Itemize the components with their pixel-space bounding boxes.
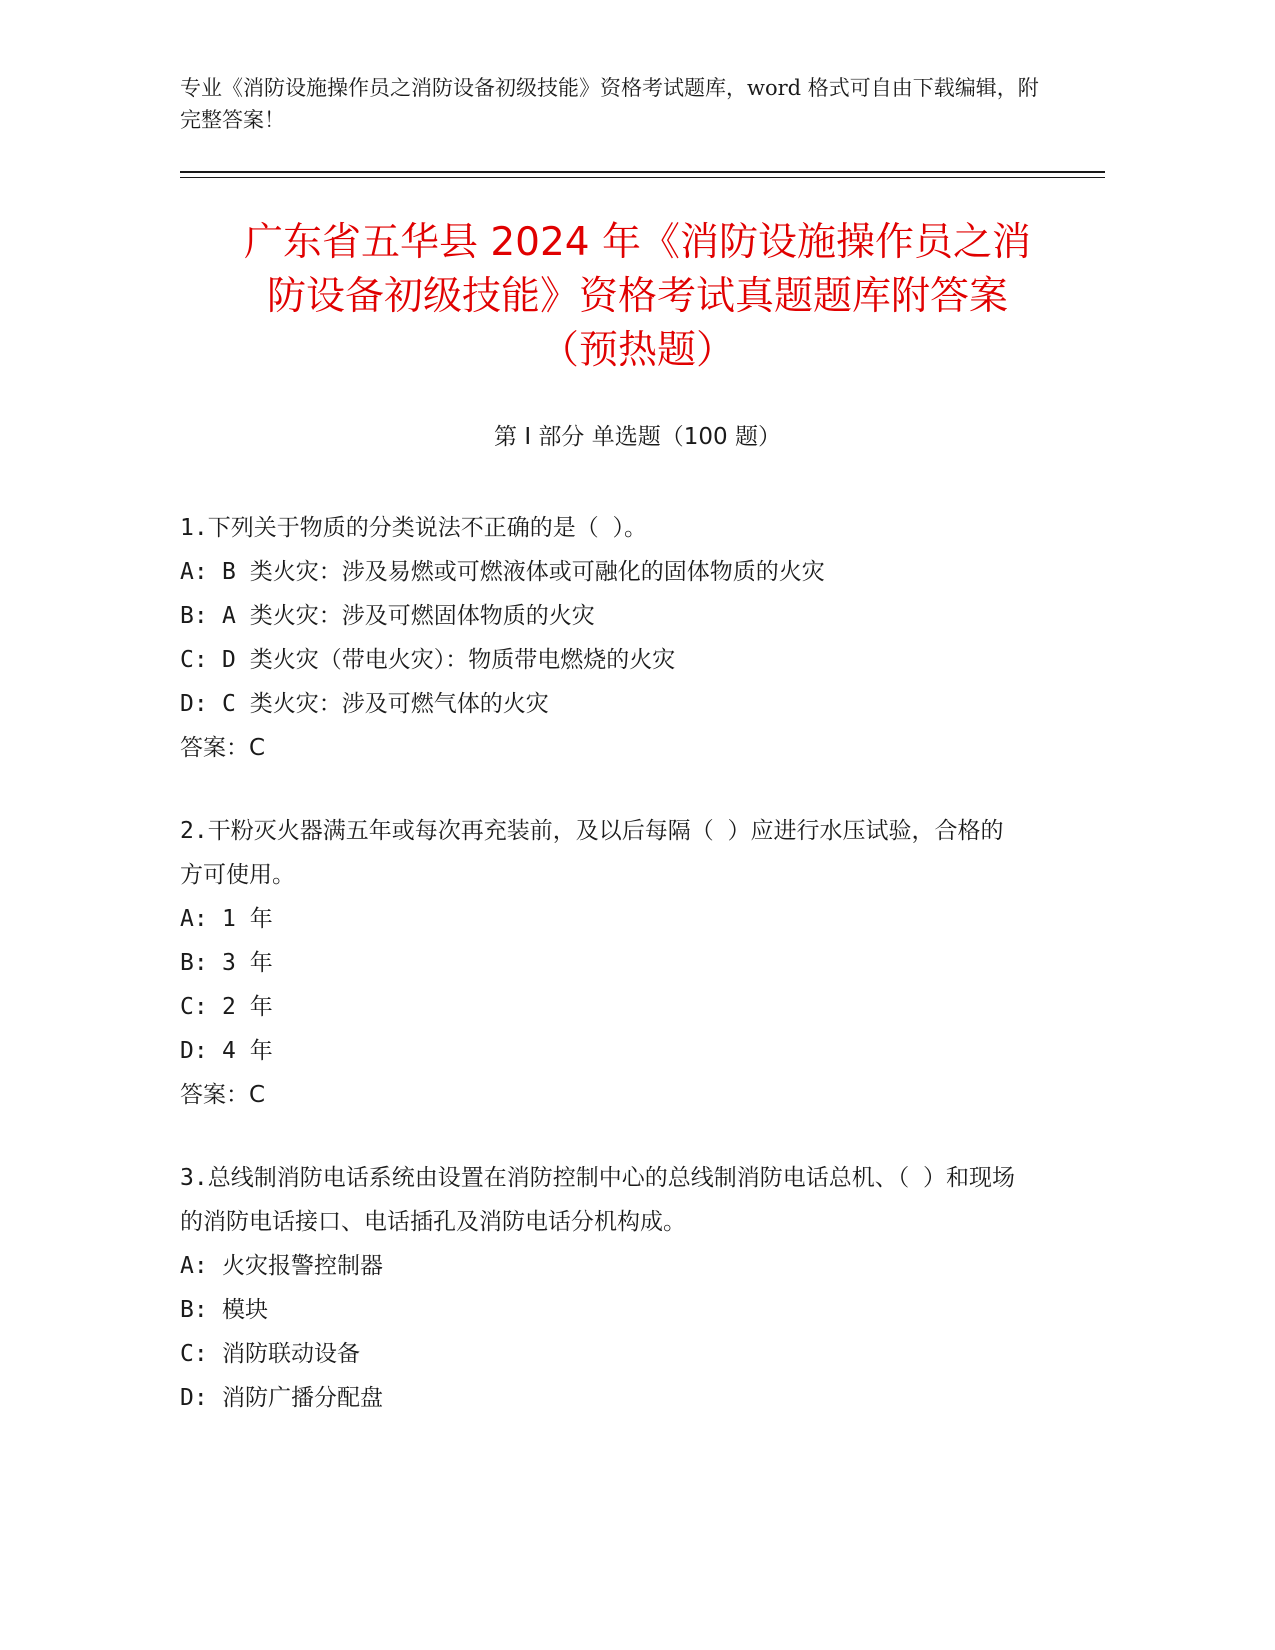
section-title: 第 I 部分 单选题（100 题） <box>494 424 781 450</box>
question-1 <box>180 506 1020 770</box>
header-divider-thick <box>180 171 1105 173</box>
document-title <box>160 216 1115 378</box>
header-divider-thin <box>180 177 1105 178</box>
option-text: 模块 <box>222 1297 268 1323</box>
option-b <box>180 594 1020 638</box>
option-b <box>180 941 1020 985</box>
option-a <box>180 897 1020 941</box>
option-key: B: <box>180 1297 208 1323</box>
option-text: B 类火灾：涉及易燃或可燃液体或可融化的固体物质的火灾 <box>222 559 825 585</box>
option-key: C: <box>180 1341 208 1367</box>
option-text: 火灾报警控制器 <box>222 1253 383 1279</box>
option-a <box>180 1244 1020 1288</box>
option-key: A: <box>180 559 208 585</box>
option-d <box>180 1029 1020 1073</box>
question-2 <box>180 809 1020 1117</box>
option-text: 2 年 <box>222 994 273 1020</box>
option-c <box>180 1332 1020 1376</box>
option-key: D: <box>180 691 208 717</box>
option-a <box>180 550 1020 594</box>
option-text: 3 年 <box>222 950 273 976</box>
option-key: B: <box>180 603 208 629</box>
document-title-line-2: 防设备初级技能》资格考试真题题库附答案 <box>266 274 1008 319</box>
option-d <box>180 1376 1020 1420</box>
option-text: 4 年 <box>222 1038 273 1064</box>
option-key: D: <box>180 1385 208 1411</box>
option-text: A 类火灾：涉及可燃固体物质的火灾 <box>222 603 595 629</box>
option-key: C: <box>180 647 208 673</box>
option-d <box>180 682 1020 726</box>
option-c <box>180 638 1020 682</box>
question-stem: 2.干粉灭火器满五年或每次再充装前，及以后每隔（ ）应进行水压试验，合格的方可使用。 <box>180 818 1004 888</box>
header-note: 专业《消防设施操作员之消防设备初级技能》资格考试题库，word 格式可自由下载编辑，附完整答案！ <box>180 76 1039 132</box>
option-b <box>180 1288 1020 1332</box>
option-key: A: <box>180 906 208 932</box>
option-text: D 类火灾（带电火灾）：物质带电燃烧的火灾 <box>222 647 676 673</box>
option-text: 消防联动设备 <box>222 1341 360 1367</box>
question-stem: 3.总线制消防电话系统由设置在消防控制中心的总线制消防电话总机、（ ）和现场的消防电话接口、电话插孔及消防电话分机构成。 <box>180 1165 1016 1235</box>
answer: 答案：C <box>180 1082 266 1108</box>
question-3 <box>180 1156 1020 1420</box>
answer: 答案：C <box>180 735 266 761</box>
question-list <box>180 506 1020 1459</box>
option-key: A: <box>180 1253 208 1279</box>
option-text: 消防广播分配盘 <box>222 1385 383 1411</box>
option-key: D: <box>180 1038 208 1064</box>
option-text: 1 年 <box>222 906 273 932</box>
question-stem: 1.下列关于物质的分类说法不正确的是（ ）。 <box>180 515 648 541</box>
option-key: B: <box>180 950 208 976</box>
option-key: C: <box>180 994 208 1020</box>
option-text: C 类火灾：涉及可燃气体的火灾 <box>222 691 549 717</box>
option-c <box>180 985 1020 1029</box>
document-title-line-3: （预热题） <box>539 328 735 373</box>
document-title-line-1: 广东省五华县 2024 年《消防设施操作员之消 <box>243 220 1032 265</box>
